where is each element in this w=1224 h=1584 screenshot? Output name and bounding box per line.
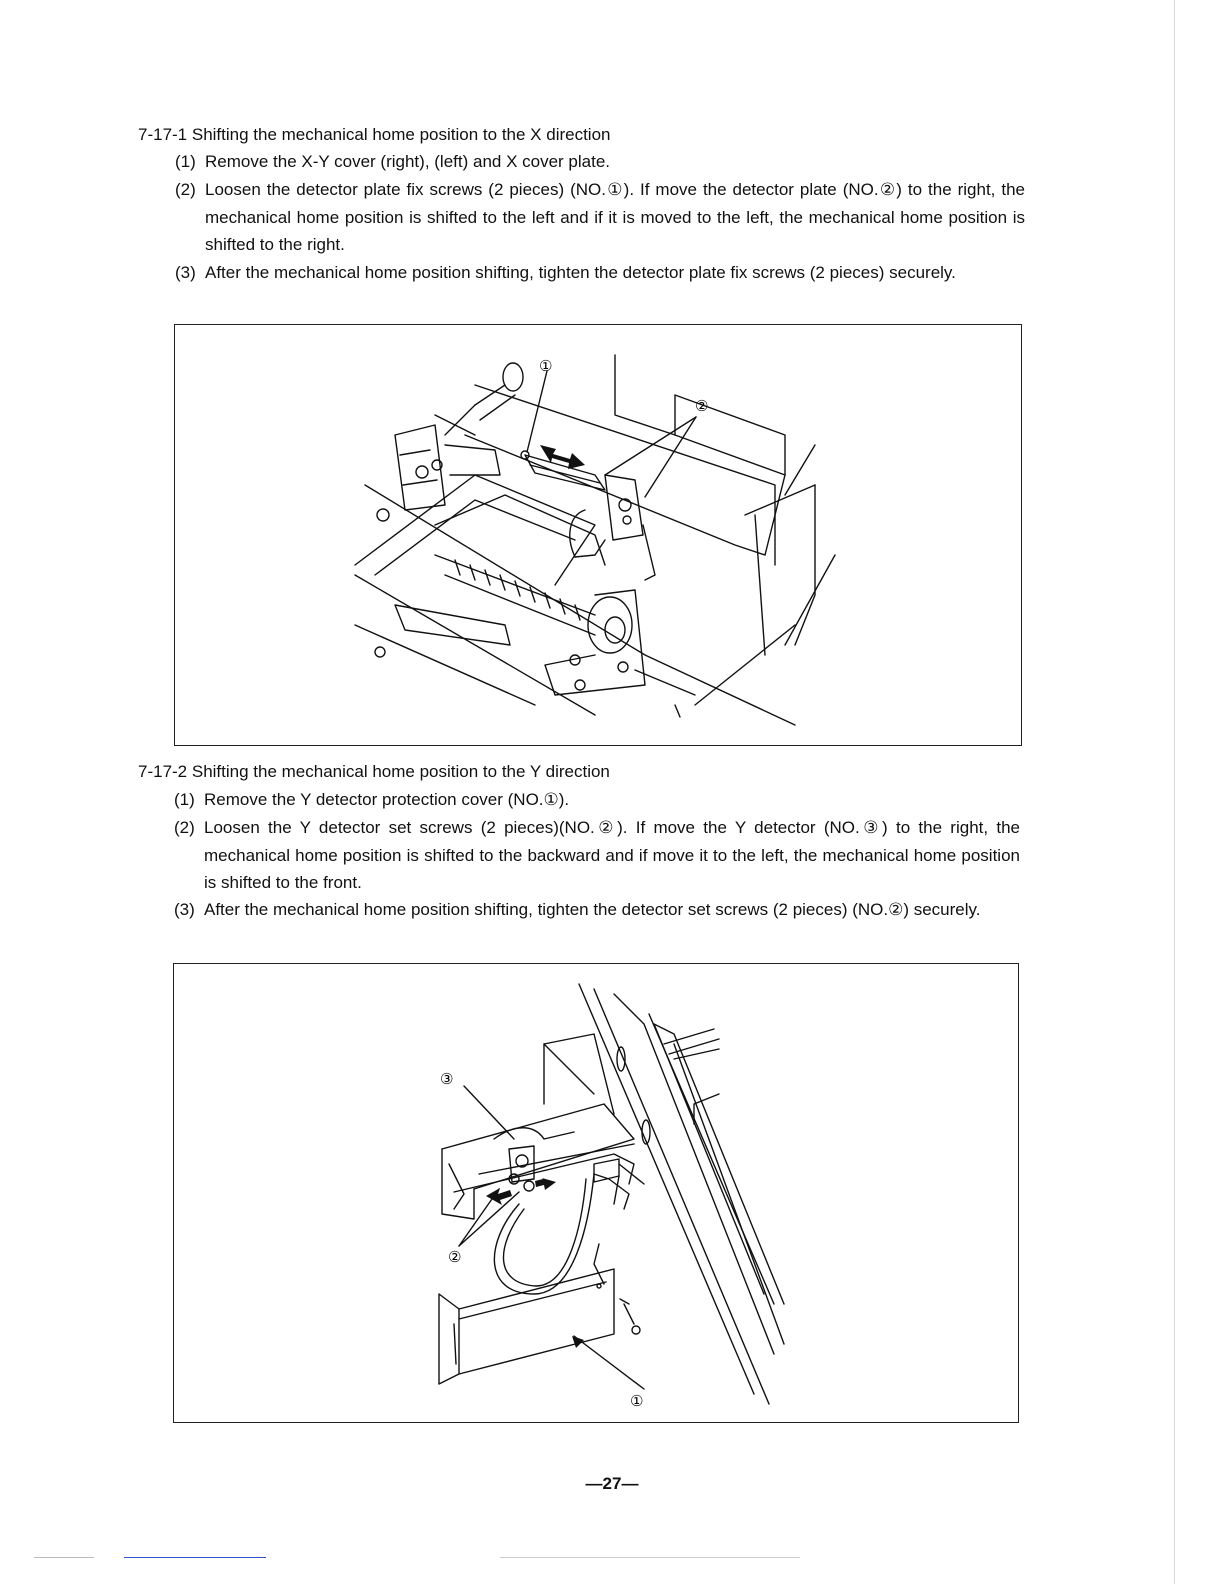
step-text: After the mechanical home position shifting, tighten the detector set screws (2 pieces) (NO.②) securely. <box>204 900 981 919</box>
callout-1-label: ① <box>630 1392 644 1410</box>
section-1-step-1 <box>175 148 1025 176</box>
page-number: —27— <box>585 1474 639 1493</box>
figure-y-direction-detector <box>173 963 1019 1423</box>
y-detector-illustration <box>174 964 1020 1424</box>
step-text: After the mechanical home position shifting, tighten the detector plate fix screws (2 pieces) securely. <box>205 263 956 282</box>
callout-2-label: ② <box>448 1248 462 1266</box>
section-1-step-2 <box>175 176 1025 259</box>
step-text: Remove the X-Y cover (right), (left) and X cover plate. <box>205 152 611 171</box>
footer-scan-mark <box>500 1557 800 1558</box>
x-detector-illustration <box>175 325 1023 747</box>
step-number: (2) <box>175 180 196 199</box>
callout-2-label: ② <box>695 397 709 415</box>
step-number: (3) <box>174 900 195 919</box>
step-number: (1) <box>174 790 195 809</box>
step-text: Loosen the detector plate fix screws (2 pieces) (NO.①). If move the detector plate (NO.②) to the right, the mechanical home position is shifted to the left and if it is moved to the left, the mechanical home position is shifted to the right. <box>205 180 1025 254</box>
section-2-title: 7-17-2 Shifting the mechanical home position to the Y direction <box>138 762 610 781</box>
page-edge-line <box>1174 0 1175 1584</box>
callout-3-label: ③ <box>440 1070 454 1088</box>
footer-scan-mark <box>34 1557 94 1558</box>
step-number: (2) <box>174 818 195 837</box>
footer-link-rule <box>124 1557 266 1558</box>
section-2-step-3 <box>174 896 1020 924</box>
step-number: (3) <box>175 263 196 282</box>
section-1-title: 7-17-1 Shifting the mechanical home position to the X direction <box>138 125 611 144</box>
section-2-step-2 <box>174 814 1020 897</box>
figure-x-direction-detector <box>174 324 1022 746</box>
section-1-step-3 <box>175 259 1025 287</box>
step-text: Remove the Y detector protection cover (NO.①). <box>204 790 570 809</box>
step-number: (1) <box>175 152 196 171</box>
step-text: Loosen the Y detector set screws (2 pieces)(NO.②). If move the Y detector (NO.③) to the right, the mechanical home position is shifted to the backward and if move it to the left, the mechanical home position is shifted to the front. <box>204 818 1020 892</box>
callout-1-label: ① <box>539 357 553 375</box>
section-2-step-1 <box>174 786 1020 814</box>
